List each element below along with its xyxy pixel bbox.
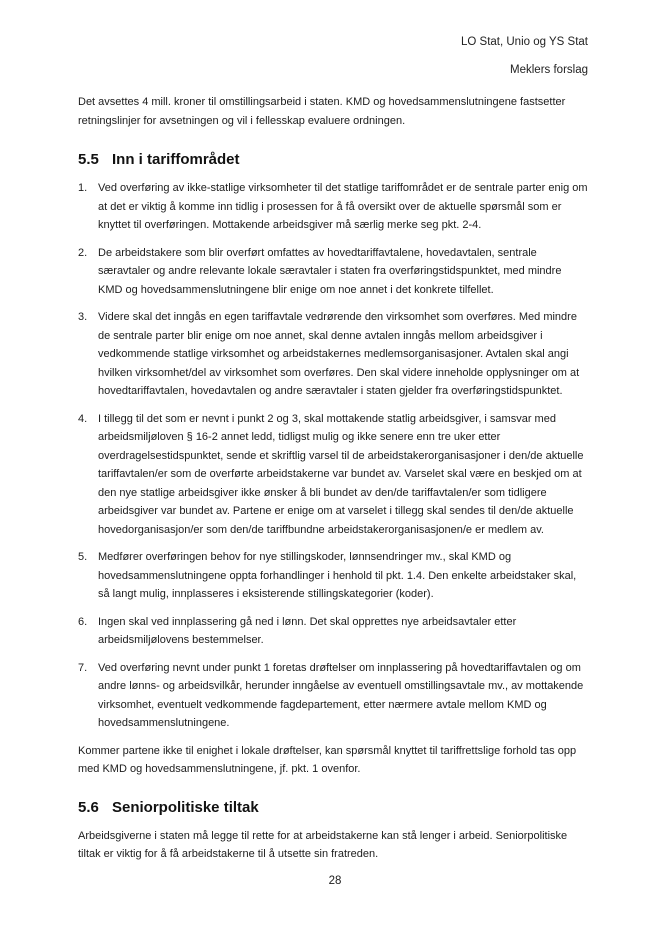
page-number: 28	[328, 875, 342, 887]
list-item-number: 1.	[78, 182, 88, 194]
list-item	[78, 613, 588, 650]
list-item	[78, 659, 588, 733]
list-item-text: Ved overføring nevnt under punkt 1 foretas drøftelser om innplassering på hovedtariffavtalen og om andre lønns- og arbeidsvilkår, herunder inngåelse av eventuell omstillingsavtale mv., av mottakende virksomhet, eventuelt vedkommende fagdepartement, etter nærmere avtale mellom KMD og hovedsammenslutningene.	[98, 661, 584, 729]
header-parties: LO Stat, Unio og YS Stat	[461, 36, 588, 48]
numbered-list	[78, 179, 588, 733]
section-heading-5-5	[78, 150, 588, 170]
list-item-number: 7.	[78, 661, 88, 674]
list-item	[78, 410, 588, 540]
section-heading-5-6	[78, 798, 588, 818]
list-item-text: De arbeidstakere som blir overført omfattes av hovedtariffavtalene, hovedavtalen, sentrale særavtaler og andre relevante lokale særavtaler i staten fra overføringstidspunktet, med mindre KMD og hovedsammenslutningene blir enige om noe annet i det konkrete tilfellet.	[98, 246, 562, 296]
list-item-number: 2.	[78, 246, 88, 259]
list-item-text: Medfører overføringen behov for nye stillingskoder, lønnsendringer mv., skal KMD og hovedsammenslutningene oppta forhandlinger i henhold til pkt. 1.4. Den enkelte arbeidstaker skal, så langt mulig, innplasseres i eksisterende stillingskategorier (koder).	[98, 551, 577, 600]
list-item-number: 3.	[78, 311, 88, 323]
document-body	[78, 93, 588, 864]
list-item-text: Videre skal det inngås en egen tariffavtale vedrørende den virksomhet som overføres. Med mindre de sentrale parter blir enige om noe annet, skal denne avtalen inngås mellom arbeidsgiver i vedkommende statlige virksomhet og arbeidstakernes medlemsorganisasjoner. Avtalen skal angi hvilken virksomhet/del av virksomhet som overføres. Den skal videre inneholde opplysninger om at hovedtariffavtalen, hovedavtalen og andre særavtaler i staten gjelder fra overføringstidspunktet.	[98, 311, 580, 397]
closing-paragraph: Kommer partene ikke til enighet i lokale drøftelser, kan spørsmål knyttet til tariffrettslige forhold tas opp med KMD og hovedsammenslutningene, jf. pkt. 1 ovenfor.	[78, 744, 577, 775]
header-proposal: Meklers forslag	[510, 64, 588, 76]
list-item-number: 6.	[78, 615, 88, 628]
list-item	[78, 179, 588, 235]
section-number: 5.5	[78, 151, 99, 168]
intro-paragraph: Det avsettes 4 mill. kroner til omstillingsarbeid i staten. KMD og hovedsammenslutningene fastsetter retningslinjer for avsetningen og vil i fellesskap evaluere ordningen.	[78, 96, 566, 127]
list-item	[78, 244, 588, 300]
list-item-number: 5.	[78, 551, 88, 563]
section-number: 5.6	[78, 798, 99, 816]
senior-policy-paragraph: Arbeidsgiverne i staten må legge til rette for at arbeidstakerne kan stå lenger i arbeid. Seniorpolitiske tiltak er viktig for å få arbeidstakerne til å utsette sin fratreden.	[78, 829, 568, 860]
list-item-text: Ved overføring av ikke-statlige virksomheter til det statlige tariffområdet er de sentrale parter enig om at det er viktig å komme inn tidlig i prosessen for å få oversikt over de aktuelle spørsmål som er knyttet til overføringen. Mottakende arbeidsgiver må særlig merke seg pkt. 2-4.	[98, 182, 588, 231]
list-item-number: 4.	[78, 412, 88, 425]
list-item-text: I tillegg til det som er nevnt i punkt 2 og 3, skal mottakende statlig arbeidsgiver, i samsvar med arbeidsmiljøloven § 16-2 annet ledd, tidligst mulig og ikke senere enn tre uker etter overdragelsestidspunktet, sende et skriftlig varsel til de arbeidstakerorganisasjoner i den/de aktuelle tariffavtalen/er som de overførte arbeidstakerne var bundet av. Varselet skal være en beskjed om at den nye statlige arbeidsgiver ikke ønsker å bli bundet av den/de tariffavtalen/er som tidligere arbeidsgiver var bundet av. Partene er enige om at varselet i tillegg skal sendes til den/de aktuelle hovedorganisasjon/er som den/de tariffbundne arbeidstakerorganisasjonen/e er medlem av.	[98, 412, 584, 536]
list-item	[78, 308, 588, 401]
section-title: Seniorpolitiske tiltak	[112, 798, 259, 816]
list-item	[78, 548, 588, 604]
section-title: Inn i tariffområdet	[112, 151, 240, 168]
list-item-text: Ingen skal ved innplassering gå ned i lønn. Det skal opprettes nye arbeidsavtaler etter arbeidsmiljølovens bestemmelser.	[98, 615, 517, 646]
